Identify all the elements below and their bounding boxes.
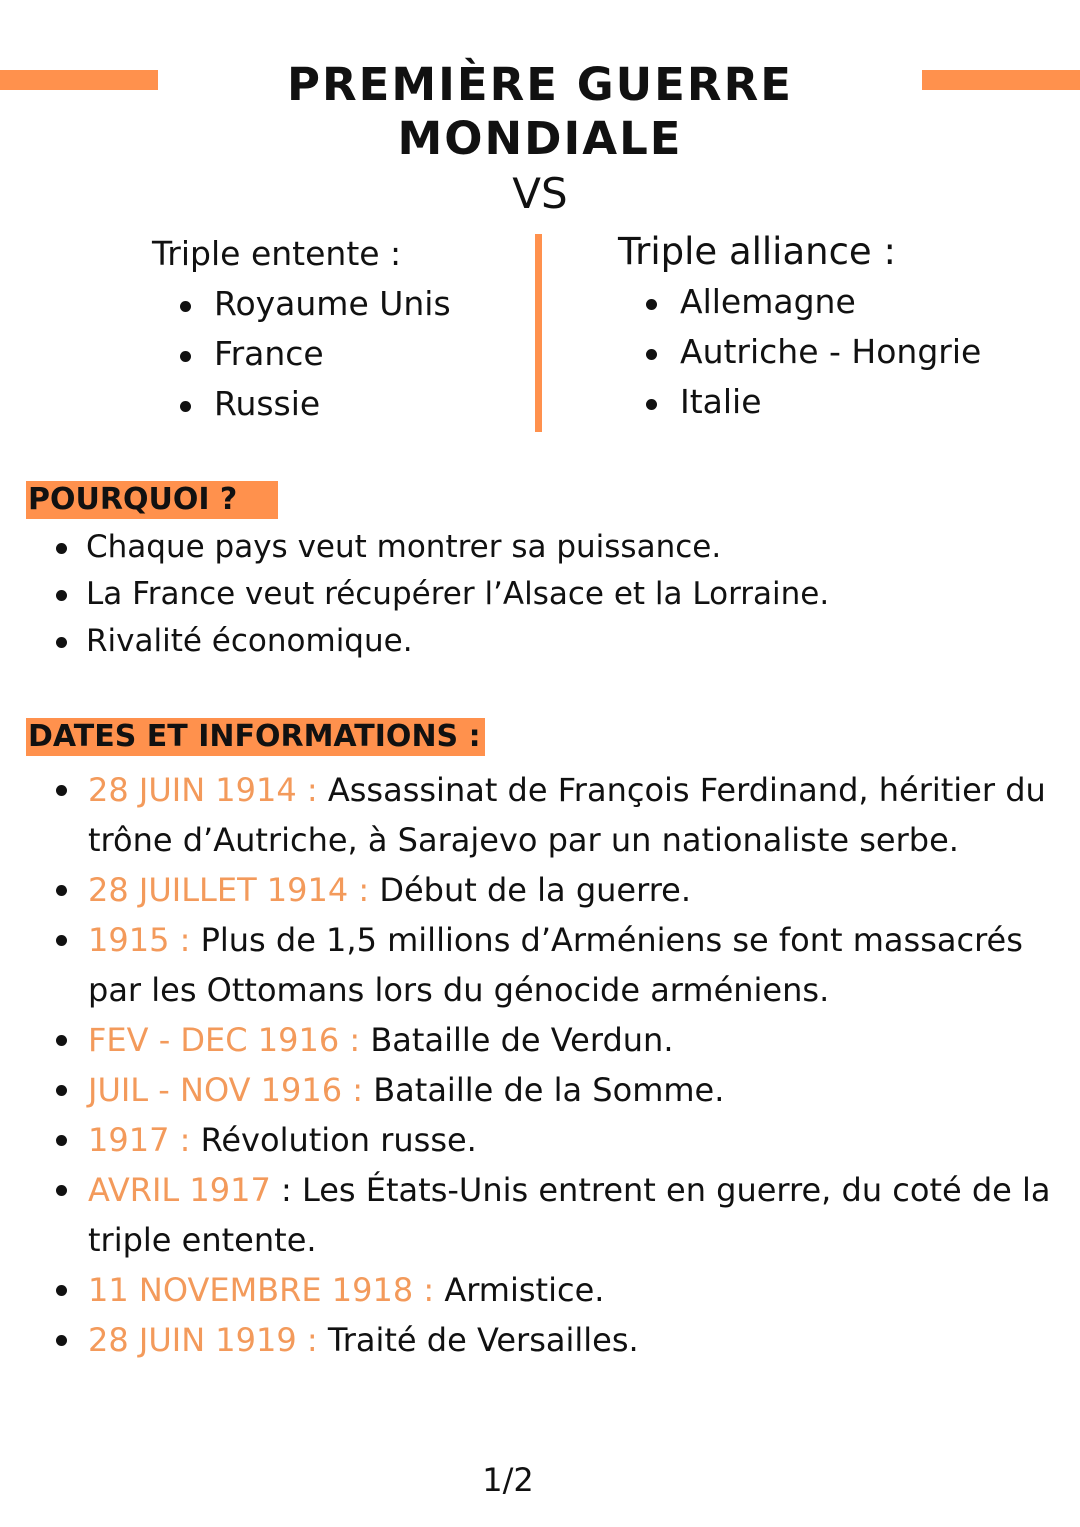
dates-list [0, 765, 1080, 1365]
date-text: Traité de Versailles. [317, 1321, 639, 1359]
triple-alliance-block [618, 227, 981, 427]
date-label: 28 JUIN 1919 : [88, 1321, 318, 1359]
entente-member: Russie [152, 379, 451, 429]
date-item [0, 1265, 1080, 1315]
date-label: 28 JUIN 1914 : [88, 771, 318, 809]
date-item [0, 915, 1080, 1015]
date-text: : Les États-Unis entrent en guerre, du coté de la triple entente. [88, 1171, 1051, 1259]
vertical-divider [535, 234, 542, 432]
date-item [0, 1115, 1080, 1165]
triple-alliance-heading: Triple alliance : [618, 230, 896, 273]
list-item: Rivalité économique. [0, 618, 1080, 665]
date-text: Début de la guerre. [369, 871, 692, 909]
entente-member: Royaume Unis [152, 279, 451, 329]
dates-heading: DATES ET INFORMATIONS : [26, 718, 485, 756]
date-text: Plus de 1,5 millions d’Arméniens se font massacrés par les Ottomans lors du génocide arméniens. [88, 921, 1023, 1009]
date-item [0, 1315, 1080, 1365]
triple-entente-list [152, 279, 451, 429]
alliance-member: Autriche - Hongrie [618, 327, 981, 377]
pourquoi-heading: POURQUOI ? [26, 481, 278, 519]
date-label: 11 NOVEMBRE 1918 : [88, 1271, 435, 1309]
date-label: 1915 : [88, 921, 191, 959]
date-item [0, 1015, 1080, 1065]
date-item [0, 1065, 1080, 1115]
date-item [0, 1165, 1080, 1265]
date-text: Armistice. [434, 1271, 605, 1309]
date-item [0, 865, 1080, 915]
date-text: Bataille de Verdun. [360, 1021, 674, 1059]
title-bar-left [0, 70, 158, 90]
list-item: Chaque pays veut montrer sa puissance. [0, 524, 1080, 571]
triple-entente-block [152, 229, 451, 429]
triple-entente-heading: Triple entente : [152, 234, 402, 273]
triple-alliance-list [618, 277, 981, 427]
page-number: 1/2 [482, 1461, 534, 1499]
date-label: 28 JUILLET 1914 : [88, 871, 370, 909]
date-text: Révolution russe. [190, 1121, 477, 1159]
date-text: Assassinat de François Ferdinand, héritier du trône d’Autriche, à Sarajevo par un nationaliste serbe. [88, 771, 1046, 859]
date-item [0, 765, 1080, 865]
date-label: FEV - DEC 1916 : [88, 1021, 361, 1059]
date-text: Bataille de la Somme. [363, 1071, 725, 1109]
versus-label: VS [512, 169, 568, 218]
title-bar-right [922, 70, 1080, 90]
date-label: JUIL - NOV 1916 : [88, 1071, 364, 1109]
page-title: PREMIÈRE GUERRE MONDIALE [287, 58, 793, 165]
alliance-member: Italie [618, 377, 981, 427]
alliance-member: Allemagne [618, 277, 981, 327]
date-label: 1917 : [88, 1121, 191, 1159]
entente-member: France [152, 329, 451, 379]
list-item: La France veut récupérer l’Alsace et la Lorraine. [0, 571, 1080, 618]
date-label: AVRIL 1917 [88, 1171, 271, 1209]
pourquoi-list [0, 524, 1080, 665]
